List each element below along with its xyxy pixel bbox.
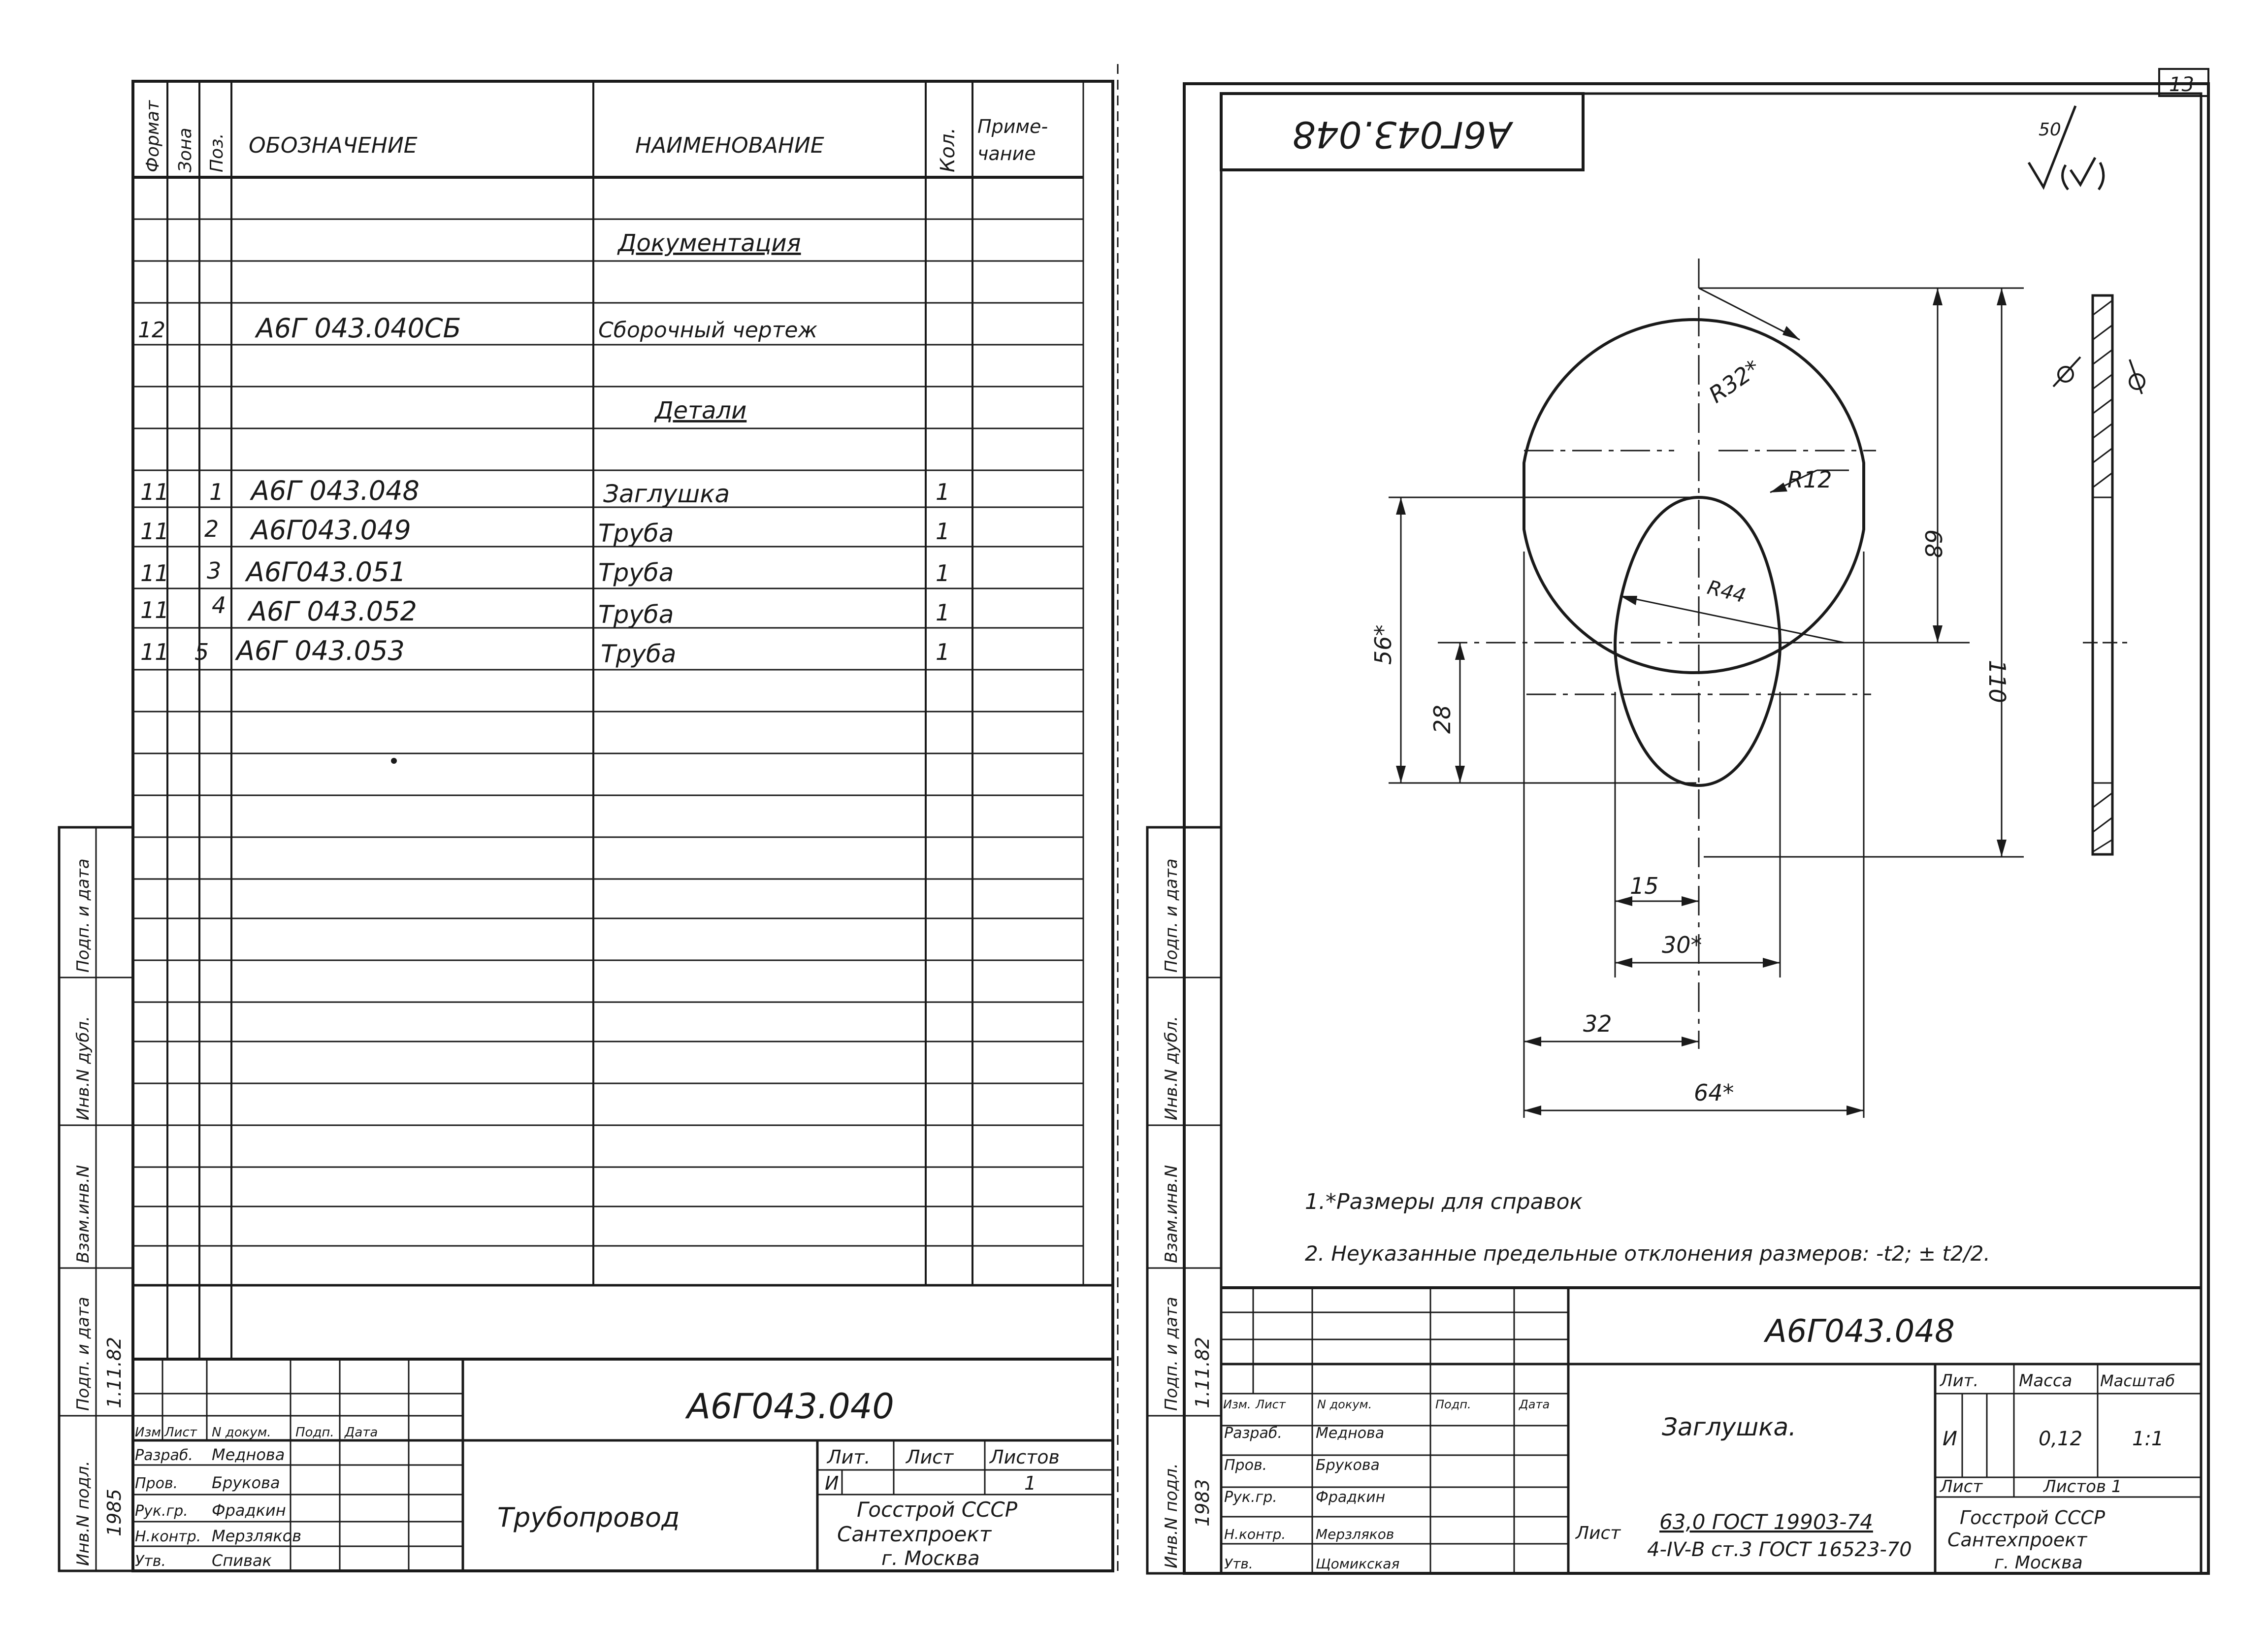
- paper-speck: [391, 758, 397, 764]
- header-format: Формат: [143, 100, 163, 172]
- row-name: Заглушка: [603, 480, 730, 508]
- dim-15: 15: [1630, 873, 1659, 899]
- row-name: Труба: [598, 519, 674, 548]
- mass-label: Масса: [2019, 1371, 2073, 1391]
- dim-r12: R12: [1787, 466, 1832, 493]
- col-date: Дата: [345, 1425, 378, 1440]
- sheets-label: Листов: [990, 1446, 1060, 1468]
- person-role: Пров.: [1224, 1457, 1267, 1474]
- side-label: Инв.N дубл.: [73, 1016, 93, 1120]
- person-role: Разраб.: [1224, 1425, 1282, 1442]
- header-note-line2: чание: [977, 143, 1036, 164]
- row-designation: А6Г 043.052: [249, 596, 417, 627]
- row-qty: 1: [936, 599, 950, 626]
- person-role: Н.контр.: [135, 1528, 201, 1545]
- row-name: Труба: [601, 640, 677, 668]
- side-label: Подп. и дата: [1162, 858, 1181, 973]
- sheets-label: Листов 1: [2043, 1477, 2122, 1497]
- person-name: Щомикская: [1316, 1556, 1400, 1572]
- page-number: 13: [2169, 73, 2194, 96]
- row-format: 11: [140, 560, 169, 586]
- row-designation: А6Г 043.048: [251, 475, 420, 506]
- person-role: Н.контр.: [1224, 1526, 1286, 1542]
- header-pos: Поз.: [207, 133, 227, 172]
- mass-value: 0,12: [2039, 1428, 2083, 1450]
- person-role: Утв.: [135, 1553, 166, 1570]
- col-change: Изм.: [1223, 1398, 1251, 1411]
- side-label: Взам.инв.N: [73, 1165, 93, 1263]
- person-name: Фрадкин: [1316, 1489, 1386, 1506]
- lit-label: Лит.: [827, 1446, 871, 1468]
- row-designation: А6Г043.051: [246, 556, 406, 587]
- col-date: Дата: [1519, 1398, 1550, 1411]
- material-line1: 63,0 ГОСТ 19903-74: [1659, 1510, 1873, 1534]
- org-line1: Госстрой СССР: [1960, 1507, 2106, 1529]
- person-role: Утв.: [1224, 1556, 1253, 1572]
- person-name: Мерзляков: [212, 1527, 302, 1545]
- section-parts-title: Детали: [655, 397, 747, 424]
- side-date: 1.11.82: [1192, 1336, 1213, 1408]
- header-qty: Кол.: [937, 127, 959, 172]
- row-qty: 1: [936, 560, 950, 586]
- col-sign: Подп.: [295, 1425, 334, 1440]
- person-role: Рук.гр.: [1224, 1489, 1277, 1506]
- side-label: Инв.N подл.: [73, 1461, 93, 1566]
- side-label: Подп. и дата: [1162, 1297, 1181, 1411]
- person-name: Меднова: [212, 1445, 285, 1464]
- inverted-stamp: А6Г043.048: [1292, 113, 1512, 156]
- col-change: Изм.: [135, 1425, 165, 1440]
- row-format: 11: [140, 518, 169, 545]
- row-format: 11: [140, 597, 169, 623]
- person-name: Спивак: [212, 1551, 272, 1570]
- side-label: Инв.N подл.: [1162, 1463, 1181, 1568]
- side-year: 1985: [103, 1489, 125, 1536]
- org-line3: г. Москва: [881, 1547, 980, 1570]
- org-line1: Госстрой СССР: [857, 1498, 1018, 1522]
- row-designation: А6Г 043.053: [236, 635, 405, 666]
- org-line2: Сантехпроект: [837, 1522, 992, 1546]
- dim-110: 110: [1984, 660, 2010, 703]
- org-line2: Сантехпроект: [1947, 1529, 2087, 1551]
- scale-value: 1:1: [2132, 1428, 2164, 1450]
- material-sheet-label: Лист: [1576, 1523, 1621, 1543]
- title-designation: А6Г043.040: [687, 1386, 894, 1427]
- dim-28: 28: [1429, 705, 1456, 734]
- sheet-label: Лист: [1940, 1477, 1983, 1497]
- row-pos: 4: [212, 592, 227, 619]
- dim-r32: R32*: [1704, 354, 1765, 409]
- row-name: Труба: [598, 600, 674, 629]
- person-name: Мерзляков: [1316, 1526, 1394, 1542]
- header-designation: ОБОЗНАЧЕНИЕ: [249, 133, 418, 158]
- doc-row-format: 12: [138, 318, 165, 343]
- doc-title: Заглушка.: [1662, 1413, 1796, 1441]
- org-line3: г. Москва: [1994, 1553, 2083, 1573]
- dim-r44: R44: [1705, 576, 1749, 608]
- row-qty: 1: [936, 479, 950, 505]
- title-designation: А6Г043.048: [1765, 1313, 1955, 1350]
- side-label: Инв.N дубл.: [1162, 1016, 1181, 1120]
- scale-label: Масштаб: [2100, 1371, 2175, 1390]
- col-doc: N докум.: [212, 1425, 271, 1440]
- col-sheet: Лист: [1256, 1398, 1286, 1411]
- side-label: Подп. и дата: [73, 858, 93, 973]
- roughness-value: 50: [2039, 120, 2061, 140]
- side-date: 1.11.82: [103, 1336, 125, 1408]
- sheets-value: 1: [1024, 1472, 1037, 1494]
- header-note-line1: Приме-: [977, 116, 1048, 137]
- dim-56: 56*: [1370, 624, 1396, 665]
- dim-68: 68: [1920, 529, 1946, 558]
- doc-row-designation: А6Г 043.040СБ: [256, 313, 461, 344]
- person-name: Брукова: [1316, 1457, 1380, 1474]
- row-designation: А6Г043.049: [251, 515, 411, 546]
- header-zone: Зона: [175, 128, 195, 172]
- lit-label: Лит.: [1940, 1371, 1979, 1391]
- sheet-label: Лист: [906, 1446, 954, 1468]
- row-pos: 3: [207, 557, 222, 584]
- material-line2: 4-IV-В ст.3 ГОСТ 16523-70: [1647, 1538, 1912, 1561]
- person-role: Пров.: [135, 1475, 178, 1492]
- person-role: Разраб.: [135, 1447, 193, 1464]
- side-label: Взам.инв.N: [1162, 1165, 1181, 1263]
- side-year: 1983: [1192, 1479, 1213, 1527]
- header-name: НАИМЕНОВАНИЕ: [635, 133, 824, 158]
- row-qty: 1: [936, 639, 950, 665]
- dim-64: 64*: [1694, 1079, 1734, 1106]
- row-name: Труба: [598, 558, 674, 587]
- row-format: 11: [140, 479, 169, 505]
- row-pos: 5: [194, 639, 209, 665]
- note-2: 2. Неуказанные предельные отклонения размеров: -t2; ± t2/2.: [1305, 1241, 1990, 1266]
- row-qty: 1: [936, 518, 950, 545]
- lit-value: И: [1943, 1428, 1957, 1450]
- col-sheet: Лист: [164, 1425, 197, 1440]
- row-format: 11: [140, 639, 169, 665]
- note-1: 1.*Размеры для справок: [1305, 1189, 1583, 1214]
- person-name: Меднова: [1316, 1425, 1385, 1442]
- side-label: Подп. и дата: [73, 1297, 93, 1411]
- dim-30: 30*: [1662, 932, 1702, 958]
- row-pos: 1: [209, 479, 224, 505]
- col-doc: N докум.: [1317, 1398, 1372, 1411]
- person-role: Рук.гр.: [135, 1502, 188, 1520]
- lit-value: И: [825, 1472, 839, 1494]
- dim-32: 32: [1583, 1010, 1612, 1037]
- doc-title: Трубопровод: [497, 1502, 680, 1533]
- person-name: Фрадкин: [212, 1501, 286, 1520]
- person-name: Брукова: [212, 1473, 280, 1492]
- col-sign: Подп.: [1435, 1398, 1471, 1411]
- row-pos: 2: [204, 516, 219, 542]
- section-docs-title: Документация: [618, 229, 801, 257]
- doc-row-name: Сборочный чертеж: [598, 318, 818, 343]
